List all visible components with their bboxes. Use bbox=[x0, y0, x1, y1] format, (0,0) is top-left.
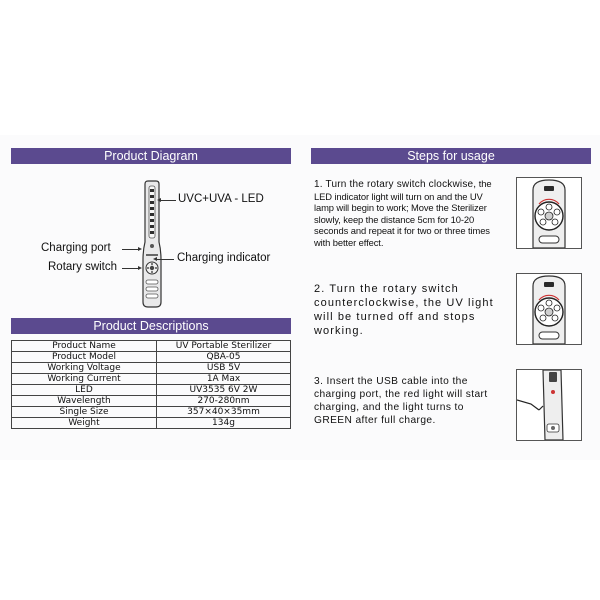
spec-value: 134g bbox=[157, 418, 291, 429]
spec-value: USB 5V bbox=[157, 363, 291, 374]
table-row bbox=[12, 352, 291, 363]
table-row bbox=[12, 407, 291, 418]
spec-value: UV3535 6V 2W bbox=[157, 385, 291, 396]
table-row bbox=[12, 341, 291, 352]
step-2-device-photo bbox=[516, 273, 582, 345]
spec-value: QBA-05 bbox=[157, 352, 291, 363]
spec-key: Product Name bbox=[12, 341, 157, 352]
product-descriptions-header: Product Descriptions bbox=[11, 318, 291, 334]
spec-value: 357×40×35mm bbox=[157, 407, 291, 418]
step-3-text: 3. Insert the USB cable into the charging port, the red light will start charging, and the light turns to GREEN after full charge. bbox=[314, 376, 488, 426]
spec-value: 1A Max bbox=[157, 374, 291, 385]
led-leader-arrow bbox=[160, 200, 176, 201]
spec-key: Product Model bbox=[12, 352, 157, 363]
table-row bbox=[12, 396, 291, 407]
led-label: UVC+UVA - LED bbox=[178, 193, 264, 205]
spec-key: Working Current bbox=[12, 374, 157, 385]
rotary-switch-label: Rotary switch bbox=[48, 261, 118, 273]
table-row bbox=[12, 418, 291, 429]
step-1-text bbox=[314, 178, 504, 248]
charging-indicator-label: Charging indicator bbox=[177, 252, 271, 264]
table-row bbox=[12, 385, 291, 396]
spec-key: Weight bbox=[12, 418, 157, 429]
spec-value: 270-280nm bbox=[157, 396, 291, 407]
steps-for-usage-header: Steps for usage bbox=[311, 148, 591, 164]
step-1-first-line: 1. Turn the rotary switch clockwise, bbox=[314, 179, 477, 190]
step-2-text: 2. Turn the rotary switch counterclockwise, the UV light will be turned off and stops working. bbox=[314, 283, 494, 337]
spec-value: UV Portable Sterilizer bbox=[157, 341, 291, 352]
charging-port-label: Charging port bbox=[41, 242, 111, 254]
step-3-charging-photo bbox=[516, 369, 582, 441]
rotary-switch-leader-arrow bbox=[122, 268, 139, 269]
charging-port-leader-arrow bbox=[122, 249, 139, 250]
step-1-device-photo bbox=[516, 177, 582, 249]
step-1-rest: the LED indicator light will turn on and the UV lamp will begin to work; Move the Sterilizer slowly, keep the distance 5cm for 10-20 seconds and repeat it for two or three times with better effect. bbox=[314, 178, 492, 248]
charging-indicator-leader-arrow bbox=[156, 259, 174, 260]
spec-key: Single Size bbox=[12, 407, 157, 418]
product-descriptions-table bbox=[11, 340, 291, 429]
table-row bbox=[12, 363, 291, 374]
spec-key: Working Voltage bbox=[12, 363, 157, 374]
table-row bbox=[12, 374, 291, 385]
spec-key: Wavelength bbox=[12, 396, 157, 407]
spec-key: LED bbox=[12, 385, 157, 396]
product-diagram-header: Product Diagram bbox=[11, 148, 291, 164]
